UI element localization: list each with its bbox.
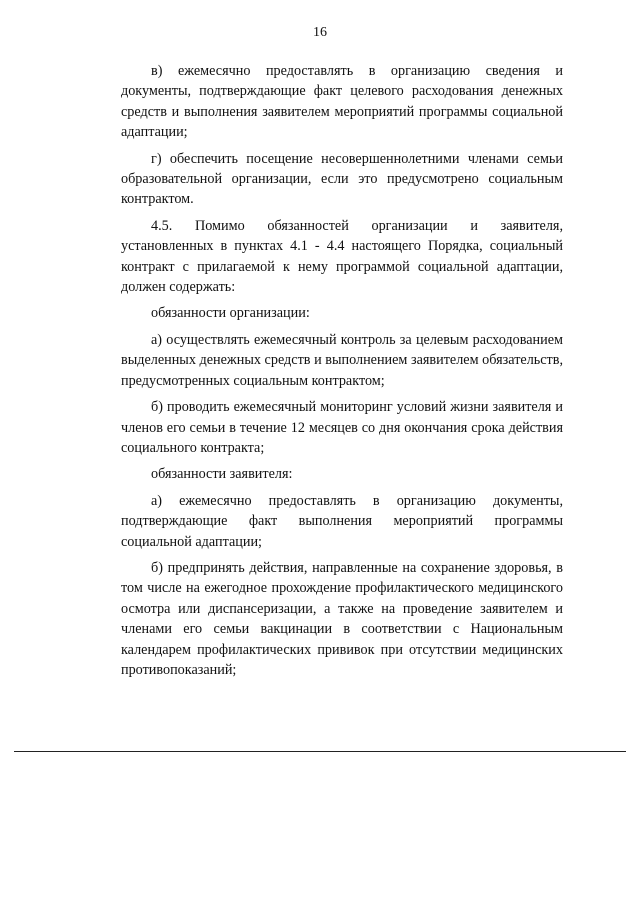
paragraph-organization-duties-heading: обязанности организации:	[151, 305, 310, 322]
paragraph-applicant-duties-heading: обязанности заявителя:	[151, 466, 293, 483]
paragraph-item-g: г) обеспечить посещение несовершеннолетними членами семьи образовательной организации, если это предусмотрено социальным контрактом.	[121, 150, 563, 208]
document-body	[121, 61, 563, 680]
paragraph-applicant-duty-b: б) предпринять действия, направленные на сохранение здоровья, в том числе на ежегодное прохождение профилактического медицинского осмотра или диспансеризации, а также на проведение заявителем и членами его семьи вакцинации в соответствии с Национальным календарем профилактических прививок при отсутствии медицинских противопоказаний;	[121, 559, 563, 678]
paragraph-item-v: в) ежемесячно предоставлять в организацию сведения и документы, подтверждающие факт целевого расходования денежных средств и выполнения заявителем мероприятий программы социальной адаптации;	[121, 63, 563, 141]
paragraph-section-4-5: 4.5. Помимо обязанностей организации и заявителя, установленных в пунктах 4.1 - 4.4 настоящего Порядка, социальный контракт с прилагаемой к нему программой социальной адаптации, должен содержать:	[121, 217, 563, 296]
paragraph-organization-duty-b: б) проводить ежемесячный мониторинг условий жизни заявителя и членов его семьи в течение 12 месяцев со дня окончания срока действия социального контракта;	[121, 399, 563, 456]
paragraph-applicant-duty-a: а) ежемесячно предоставлять в организацию документы, подтверждающие факт выполнения мероприятий программы социальной адаптации;	[121, 492, 563, 550]
paragraph-organization-duty-a: а) осуществлять ежемесячный контроль за целевым расходованием выделенных денежных средств и выполнением заявителем обязательств, предусмотренных социальным контрактом;	[121, 331, 563, 389]
footer-divider-line	[14, 751, 626, 752]
page-number: 16	[313, 25, 327, 40]
